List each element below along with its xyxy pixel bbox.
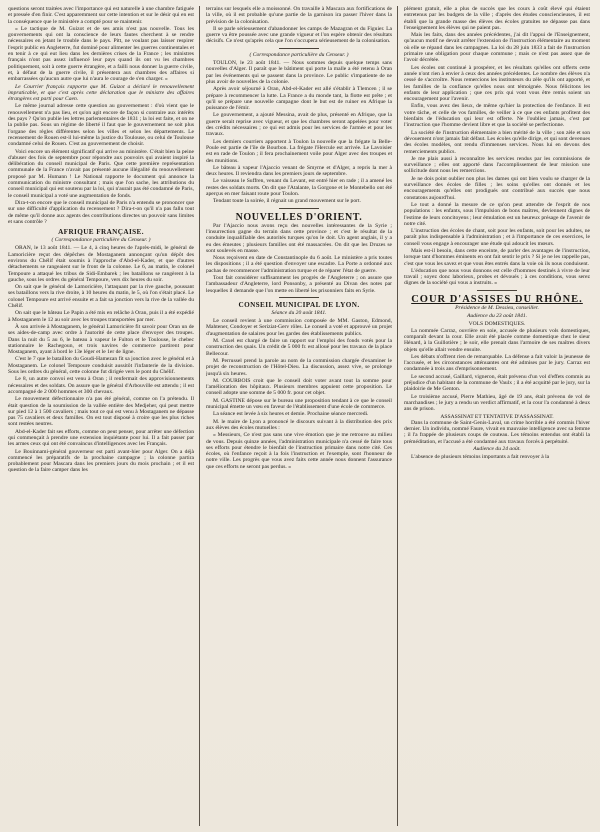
column-3 <box>404 6 590 826</box>
article-paragraph: L'instruction des écoles de chant, soit pour les enfants, soit pour les adultes, ne paraît plus indispensable à l'administration ; et à l'importance de ces exercices, le conseil vous engage à encourager une étude qui adoucit les mœurs. <box>404 228 590 247</box>
article-paragraph: plément gratuit, elle a plus de succès que les cours à coût élevé qui étaient entretenus par les budgets de la ville ; d'après des études consciencieuses, il est établi que la grande masse des élèves des écoles gratuites ne dépasse pas dans l'enseignement les élèves qui ne paient pas. <box>404 6 590 31</box>
column-2 <box>206 6 392 826</box>
audience-date: Audience du 24 août. <box>473 446 521 452</box>
article-paragraph: M. Caxel est chargé de faire un rapport sur l'emploi des fonds votés pour la construction des quais. Un crédit de 5 000 fr. est alloué pour les travaux de la place Bellecour. <box>206 338 392 357</box>
case-heading: VOLS DOMESTIQUES. <box>468 321 526 328</box>
audience-date: Audience du 23 août 1841. <box>466 313 528 320</box>
article-paragraph: On sait que le général de Lamoricière, l'attaquant par la rive gauche, poussant ses bataillons vers la rive droite, à 10 heures du matin, le 5, où l'on s'était placé. Le colonel Tempoure est arrivé ensuite et a fait sa jonction vers la rive de la vallée du Chélif. <box>8 284 194 310</box>
case-heading: ASSASSINAT ET TENTATIVE D'ASSASSINAT. <box>440 413 554 420</box>
column-rule <box>199 6 200 826</box>
article-paragraph: Le mouvement défectionnaire n'a pas été général, comme on l'a prétendu. Il était question de la soumission de la vallée entière des Medjeher, qui peut mettre sur pied 12 à 1 500 cavaliers ; mais tout ce qui est venu à Mostaganem ne dépasse pas 75 cavaliers et deux familles. On est tout disposé à croire que les plus riches sont restées neutres. <box>8 396 194 428</box>
article-paragraph: À son arrivée à Mostaganem, le général Lamoricière fit savoir pour Oran un de ses aides-de-camp avec ordre à l'autorité de cette place d'envoyer des troupes. Dans la nuit du 5 au 6, le bateau à vapeur le Fulton et le Toulouse, le chebec stationnaire le Rachegoun, et trois navires de commerce partirent pour Mostaganem, ayant à bord le 13e léger et le 1er de ligne. <box>8 323 194 356</box>
article-paragraph: Le vaisseau le Suffren, venant du Levant, est entré hier en rade ; il a amené les restes des soldats morts. On dit que l'Atalante, la Gorgone et le Montebello ont été aperçus en mer faisant route pour Toulon. <box>206 178 392 198</box>
article-paragraph: M. GASTINE dépose sur le bureau une proposition tendant à ce que le conseil municipal émette un vœu en faveur de l'établissement d'une école de commerce. <box>206 397 392 411</box>
article-paragraph: L'absence de plusieurs témoins importants a fait renvoyer à la <box>411 454 550 461</box>
column-1 <box>8 6 194 826</box>
article-paragraph: C'est le 7 que le bataillon du Goudi-Hamezan fit sa jonction avec le général et à Mostaganem. Le colonel Tempoure conduisit aussitôt l'infanterie de la division. Sous les ordres du général, cette colonne fut dirigée vers le pont du Chélif. <box>8 356 194 376</box>
article-paragraph: On sait que le bâteau Le Papin a été mis en relâche à Oran, puis il a été expédié à Mostaganem le 12 au soir avec les troupes transportées par mer. <box>8 310 194 323</box>
section-subtitle: Présidence de M. Dessieu, conseiller. <box>455 304 539 311</box>
article-paragraph: La société de l'instruction élémentaire a bien mérité de la ville ; son zèle et son dévouement n'ont jamais fait défaut. Les écoles qu'elle dirige, et qui sont devenues des écoles modèles, ont rendu d'immenses services. Nous lui en devons des remerciements publics. <box>404 129 590 155</box>
section-subtitle: ( Correspondance particulière du Censeur. ) <box>249 51 349 58</box>
article-paragraph: « Le tactique de M. Guizot et de ses amis n'est pas nouvelle. Tous les gouvernements qui ont la conscience de leurs fautes cherchent à se rendre nécessaires en jetant le trouble dans le pays. Pitt, ne voulant pas laisser respirer l'esprit public en Angleterre, fut dominé pour alimenter les guerres continentales et en tenir à ce qui eut lieu dans les dernières crises de la France ; les ministres français n'ont pas assez influencé leur pays quand ils ont vu les chambres politiquement, soit à cette guerre étrangère, et a failli nous donner la guerre civile, et, à défaut de la guerre civile, il présentera aux chambres des affaires si embarrassées qu'aucun autre que lui n'aura le courage de s'en charger. » <box>8 25 194 83</box>
article-paragraph: terrains sur lesquels elle a moissonné. On travaille à Mascara aux fortifications de la ville, où il est probable qu'une partie de la garnison ira passer l'hiver dans la prévision de la colonisation. <box>206 6 392 25</box>
article-paragraph: Les débats n'offrent rien de remarquable. La défense a fait valoir la jeunesse de l'accusée, et les circonstances atténuantes ont été admises par le jury. Carraz est condamnée à trois ans d'emprisonnement. <box>404 353 590 373</box>
section-title-cour-assises: COUR D'ASSISES DU RHÔNE. <box>411 293 583 305</box>
article-paragraph: Les écoles ont continué à prospérer, et les résultats qu'elles ont offerts cette année n'ont rien à envier à ceux des années précédentes. Le nombre des élèves n'a cessé de s'accroître. Nous remercions les instituteurs du zèle qu'ils ont apporté, et les familles de la confiance qu'elles nous ont témoignée. Nous félicitons les enfants de leur application ; que ces prix qui vont vous être remis soient un encouragement pour l'avenir. <box>404 64 590 103</box>
article-paragraph: La nommée Carraz, ouvrière en soie, accusée de plusieurs vols domestiques, comparaît devant la cour. Elle avait été placée comme domestique chez le sieur Hénard, à la Guillotière ; le soir, elle prenait dans l'armoire de ses maîtres divers objets qu'elle allait vendre ensuite. <box>404 327 590 353</box>
article-paragraph: Abd-el-Kader fait ses efforts, comme on peut penser, pour arrêter une défection qui commençait à prendre une extension inquiétante pour lui. Il a fait passer par les armes ceux qui ont été convaincus d'intelligences avec les Français. <box>8 428 194 448</box>
section-title-conseil: CONSEIL MUNICIPAL DE LYON. <box>238 300 360 309</box>
article-paragraph: Le second accusé, Gaillard, vigneron, était prévenu d'un vol d'effets commis au préjudice d'un habitant de la commune de Vaulx ; il a été acquitté par le jury, sur la plaidoirie de Me Genton. <box>404 373 590 393</box>
article-paragraph: Voici encore un élément significatif qui arrive au ministère. C'était bien la peine d'abuser des fois de septembre pour répondre aux pouvoirs qui avaient inspiré la délibération du conseil municipal de Paris. Que cette première représentation communale de la France n'avait pas présenté aucune illégalité du renouvellement proposé par M. Humann ! Le National rapporte le document qui annonce la communication du ministre consultant ; mais que l'on sache, les attributions du conseil municipal qui est soutenu par la loi, qui n'aurait pas été condamné de Paris, le conseil municipal a voté une augmentation de fonds. <box>8 148 194 199</box>
article-paragraph: Je me plais aussi à reconnaître les services rendus par les commissions de surveillance ; elles ont apporté dans l'accomplissement de leur mission une sollicitude dont nous les remercions. <box>404 155 590 175</box>
divider <box>477 290 517 291</box>
article-paragraph: Le troisième accusé, Pierre Mathieu, âgé de 19 ans, était prévenu de vol de marchandises ; le jury a rendu un verdict affirmatif, et la cour l'a condamné à deux ans de prison. <box>404 393 590 413</box>
article-paragraph: Tout fait considérer suffisamment les progrès de l'Angleterre ; on assure que l'ambassadeur d'Angleterre, lord Ponsonby, a présenté au Divan des notes par lesquelles il demande que l'on mette en liberté les prisonniers faits en Syrie. <box>206 274 392 294</box>
section-subtitle: ( Correspondance particulière du Censeur. ) <box>51 237 151 244</box>
section-title-orient: NOUVELLES D'ORIENT. <box>235 211 363 223</box>
article-paragraph: Nous reçoivent en date de Constantinople du 6 août. Le ministère a pris toutes les dispositions ; il a été question d'envoyer une escadre. La Porte a ordonné aux pachas de recommencer l'administration turque et de réparer l'état de guerre. <box>206 255 392 274</box>
article-paragraph: Par l'Ajaccio nous avons reçu des nouvelles intéressantes de la Syrie ; l'insurrection gagne du terrain dans cette province ; et c'est le résultat de la conduite inqualifiable des autorités turques qu'on le doit. Un agent anglais, il y a eu des émeutes ; plusieurs familles ont été massacrées. On dit que les Druzes se sont soulevés en masse. <box>206 222 392 254</box>
divider <box>279 208 319 209</box>
divider <box>279 48 319 49</box>
article-paragraph: M. COURBOIS croit que le conseil doit voter avant tout la somme pour l'amélioration des hôpitaux. Plusieurs membres appuient cette proposition. Le conseil adopte une somme de 5 000 fr. pour cet objet. <box>206 377 392 397</box>
article-paragraph: Le conseil revient à une commission composée de MM. Gaston, Edmond, Mahtener, Condoyer et Seriziat-Gerv rôles. Le conseil a voté et approuvé un projet d'augmentation de salaires pour les gardes des établissements publics. <box>206 318 392 337</box>
article-paragraph: La séance est levée à six heures et demie. Prochaine séance mercredi. <box>213 411 369 418</box>
article-paragraph: Le Bouinnami-général gouverneur est parti avant-hier pour Alger. On a déjà commencé les préparatifs de la prochaine campagne ; la colonne partira probablement pour Mascara dans les premiers jours du mois prochain ; et il est question de la faire camper dans les <box>8 448 194 474</box>
article-paragraph: M. le maire de Lyon a prononcé le discours suivant à la distribution des prix aux élèves des écoles mutuelles : <box>206 418 392 431</box>
article-paragraph: Le même journal adresse cette question au gouvernement : d'où vient que le renouvellement n'a pas lieu, et qu'on agit encore de façon si contraire aux intérêts des pays ? Qu'on publie les lettres parlementaires de 1831 ; la loi est faite, et on ne la publie pas. Sous un régime de liberté il faut que le gouvernement ne soit plus l'organe des règles différentes selon les villes et selon les départements. Le recensement de Rouen est-il lui-même la justice du Toulouse, ou celui de Toulouse condamné celui de Rouen. C'est au gouvernement de choisir. <box>8 103 194 148</box>
article-paragraph: Le Courrier français rapporte que M. Guizot a déclaré le renouvellement impraticable, et que c'est après cette déclaration que le ministre des affaires étrangères est parti pour Caen. <box>8 83 194 103</box>
article-paragraph: Le gouvernement, a ajouté Messina, avait de plus, présenté en Afrique, que la guerre serait reprise avec vigueur, et que les chambres seront appelées pour voter des crédits nécessaires ; ce qui est admis pour les services de l'armée et pour les travaux. <box>206 112 392 138</box>
article-paragraph: Après avoir séjourné à Oran, Abd-el-Kader est allé s'établir à Tlemcen ; il se prépare à recommencer la lutte. La France a du monde tant, la flotte est prête ; et qu'il se prépare une nouvelle campagne dont le but est de ruiner en Afrique la puissance de l'émir. <box>206 86 392 112</box>
article-paragraph: Je ne dois point oublier non plus les dames qui ont bien voulu se charger de la surveillance des écoles de filles ; les soins qu'elles ont donnés et les encouragements qu'elles ont prodigués ont contribué aux succès que nous constatons aujourd'hui. <box>404 175 590 201</box>
article-paragraph: Le bâteau à vapeur l'Ajaccio venant de Smyrne et d'Alger, a repris la mer à deux heures. Il reviendra dans les premiers jours de septembre. <box>206 164 392 178</box>
article-paragraph: Il se parle sérieusement d'abandonner les camps de Mazagran et du Figuier. La guerre va être poussée avec une grande vigueur et l'on espère obtenir des résultats décisifs. Ce n'est qu'après cela que l'on s'occupera sérieusement de la colonisation. <box>206 25 392 45</box>
section-subtitle: Séance du 20 août 1841. <box>271 309 327 316</box>
article-paragraph: L'éducation que nous vous donnons est celle d'hommes destinés à vivre de leur travail ; soyez donc laborieux, probes et dévoués ; à ces conditions, vous serez dignes de la société qui vous a instruits. » <box>404 267 590 287</box>
article-paragraph: Mais est-il besoin, dans cette enceinte, de parler des avantages de l'instruction, lorsque tant d'hommes éminents en ont fait sentir le prix ? Si je ne les rappelle pas, c'est que vous les savez et que vous êtes entrés dans la voie où ils nous conduisent. <box>404 247 590 267</box>
article-paragraph: M. Perrussel prend la parole au nom de la commission chargée d'examiner le projet de reconstruction de l'Hôtel-Dieu. La discussion, assez vive, se prolonge jusqu'à six heures. <box>206 357 392 377</box>
article-paragraph: Les derniers courriers apportent à Toulon la nouvelle que la frégate la Belle-Poule est partie de l'île de Bourbon. La frégate l'Hercule est arrivée. Le Lavoisier est en rade de Toulon ; il fera prochainement voile pour Alger avec des troupes et des munitions. <box>206 138 392 164</box>
column-rule <box>397 6 398 826</box>
section-title-afrique: AFRIQUE FRANÇAISE. <box>58 228 144 237</box>
article-paragraph: TOULON, le 23 août 1841. — Nous sommes depuis quelque temps sans nouvelles d'Alger. Il paraît que le bâtiment qui porte la malle a été retenu à Oran par les événements qui se passent dans la province. Le public s'impatiente de ne plus avoir de nouvelles de la colonie. <box>206 60 392 85</box>
article-paragraph: Mais les faits, dans des années précédentes, j'ai dit l'appui de l'Enseignement, qu'aucun motif ne devait arrêter l'extension de l'instruction élémentaire au moment où elle se répand dans les campagnes. La loi du 28 juin 1833 a fait de l'instruction primaire une obligation pour chaque commune ; mais ce n'est pas assez que de l'avoir décrétée. <box>404 32 590 64</box>
article-paragraph: Enfin, vous avez des lieux, de même qu'hier la protection de l'enfance. Il est votre tâche, et celle de vos familles, de veiller à ce que ces enfants profitent des bienfaits de l'éducation qui leur est offerte. Ne l'oubliez jamais, c'est par l'instruction que l'homme devient libre et que la société se perfectionne. <box>404 103 590 129</box>
article-paragraph: Le tout a donné la mesure de ce qu'on peut attendre de l'esprit de nos populations : les enfants, sous l'impulsion de bons maîtres, deviennent dignes de l'estime de leurs concitoyens ; leur émulation est un heureux présage de l'avenir de notre cité. <box>404 201 590 227</box>
divider <box>279 297 319 298</box>
article-paragraph: ORAN, le 13 août 1841. — Le 4, à cinq heures de l'après-midi, le général de Lamoricière reçut des dépêches de Mostaganem annonçant qu'un dépôt des environs du Chélif était soumis à l'approche d'Abd-el-Kader, et que d'autres détachements se rangeaient sur le front de la colonne. Le 6, au matin, le colonel Tempoure a attaqué les tribus de Sidi-Embarek ; les bataillons se rangèrent à la gauche, sous les ordres du général Tempoure, vers dix heures du soir. <box>8 245 194 283</box>
article-paragraph: Dans la commune de Saint-Genis-Laval, un crime horrible a été commis l'hiver dernier. Un individu, nommé Faure, vivait en mauvaise intelligence avec sa femme ; il l'a frappée de plusieurs coups de couteau. Les témoins entendus ont établi la préméditation, et l'accusé a été condamné aux travaux forcés à perpétuité. <box>404 419 590 445</box>
article-paragraph: Dira-t-on encore que le conseil municipal de Paris n'a entendu se prononcer que sur une difficulté d'application du recensement ? Dira-t-on qu'il n'a pas fallu tout de même qu'il donne aux agents des contributions directes un pouvoir sans limites et sans contrôle ? <box>8 199 194 225</box>
article-paragraph: « Messieurs, Ce n'est pas sans une vive émotion que je me retrouve au milieu de vous. Depuis quinze années, l'administration municipale n'a cessé de faire tous ses efforts pour étendre le bienfait de l'instruction primaire dans notre cité. Ces écoles, où l'enfance reçoit à la fois l'instruction et l'exemple, sont l'honneur de notre ville. Les progrès que vous avez faits cette année nous donnent l'assurance que ces efforts ne seront pas perdus. » <box>206 432 392 470</box>
article-paragraph: Tendant toute la soirée, il régnait un grand mouvement sur le port. <box>213 198 361 205</box>
article-paragraph: Le 8, un autre convoi est venu à Oran ; il renfermait des approvisionnements nécessaires et des soldats. On assure que le général d'Arbouville est attendu ; il est accompagné de 2 000 hommes et 300 chevaux. <box>8 376 194 395</box>
article-paragraph: questions seront traitées avec l'importance qui est naturelle à une chambre fatiguée et pressée d'en finir. C'est apparemment sur cette intention et sur le désir qui en est la conséquence que le ministère a compté pour se maintenir. <box>8 6 194 25</box>
